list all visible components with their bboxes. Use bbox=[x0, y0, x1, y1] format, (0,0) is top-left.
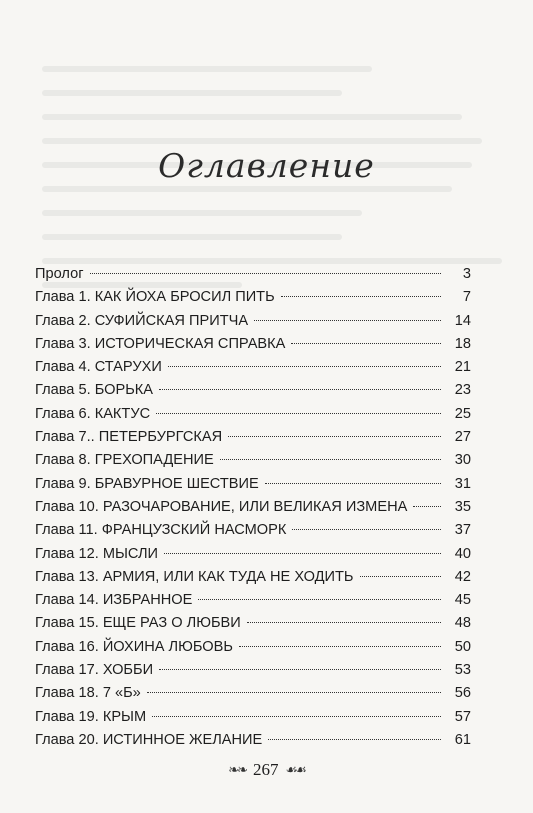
toc-chapter-title: Глава 16. ЙОХИНА ЛЮБОВЬ bbox=[35, 638, 233, 655]
dot-leader bbox=[413, 506, 441, 507]
toc-page-number: 42 bbox=[454, 568, 471, 585]
toc-page-number: 50 bbox=[454, 638, 471, 655]
toc-entry bbox=[35, 379, 471, 402]
toc-page-number: 40 bbox=[454, 545, 471, 562]
toc-page-number: 61 bbox=[454, 731, 471, 748]
toc-chapter-title: Глава 15. ЕЩЕ РАЗ О ЛЮБВИ bbox=[35, 615, 241, 632]
toc-chapter-title: Глава 6. КАКТУС bbox=[35, 405, 151, 422]
toc-entry bbox=[35, 589, 471, 612]
dot-leader bbox=[239, 646, 441, 647]
toc-entry bbox=[35, 729, 471, 752]
page-number: 267 bbox=[252, 760, 279, 779]
toc-page-number: 56 bbox=[454, 685, 471, 702]
toc-page-number: 14 bbox=[454, 312, 471, 329]
toc-chapter-title: Глава 19. КРЫМ bbox=[35, 708, 147, 725]
toc-title: Оглавление bbox=[158, 146, 375, 185]
toc-chapter-title: Глава 1. КАК ЙОХА БРОСИЛ ПИТЬ bbox=[35, 289, 275, 306]
dot-leader bbox=[254, 320, 441, 321]
dot-leader bbox=[152, 716, 441, 717]
toc-entry bbox=[35, 403, 471, 426]
toc-entry bbox=[35, 612, 471, 635]
toc-chapter-title: Глава 17. ХОББИ bbox=[35, 662, 154, 679]
dot-leader bbox=[220, 459, 441, 460]
toc-chapter-title: Глава 10. РАЗОЧАРОВАНИЕ, ИЛИ ВЕЛИКАЯ ИЗМЕНА bbox=[35, 498, 408, 515]
toc-page-number: 53 bbox=[454, 662, 471, 679]
toc-page-number: 48 bbox=[454, 615, 471, 632]
toc-page-number: 3 bbox=[462, 266, 471, 282]
dot-leader bbox=[281, 296, 441, 297]
toc-chapter-title: Глава 5. БОРЬКА bbox=[35, 382, 154, 399]
ornament-right-icon: ☙☙ bbox=[285, 762, 305, 777]
toc-page-number: 21 bbox=[454, 359, 471, 376]
toc-page-number: 30 bbox=[454, 452, 471, 469]
page-footer bbox=[0, 760, 533, 780]
toc-chapter-title: Глава 20. ИСТИННОЕ ЖЕЛАНИЕ bbox=[35, 731, 263, 748]
toc-chapter-title: Глава 13. АРМИЯ, ИЛИ КАК ТУДА НЕ ХОДИТЬ bbox=[35, 568, 354, 585]
toc-entry bbox=[35, 333, 471, 356]
toc-entry bbox=[35, 286, 471, 309]
toc-page-number: 23 bbox=[454, 382, 471, 399]
toc-chapter-title: Глава 14. ИЗБРАННОЕ bbox=[35, 592, 193, 609]
toc-page-number: 27 bbox=[454, 429, 471, 446]
toc-entry bbox=[35, 263, 471, 286]
toc-chapter-title: Глава 3. ИСТОРИЧЕСКАЯ СПРАВКА bbox=[35, 335, 286, 352]
toc-page-number: 31 bbox=[454, 475, 471, 492]
toc-entry bbox=[35, 356, 471, 379]
toc-chapter-title: Глава 8. ГРЕХОПАДЕНИЕ bbox=[35, 452, 214, 469]
dot-leader bbox=[198, 599, 441, 600]
toc-entry bbox=[35, 310, 471, 333]
toc-chapter-title: Глава 18. 7 «Б» bbox=[35, 685, 141, 702]
toc-entry bbox=[35, 659, 471, 682]
dot-leader bbox=[291, 343, 441, 344]
toc-chapter-title: Пролог bbox=[35, 266, 84, 282]
toc-page-number: 45 bbox=[454, 592, 471, 609]
dot-leader bbox=[265, 483, 441, 484]
toc-entry bbox=[35, 519, 471, 542]
toc-page-number: 57 bbox=[454, 708, 471, 725]
toc-page-number: 25 bbox=[454, 405, 471, 422]
toc-chapter-title: Глава 4. СТАРУХИ bbox=[35, 359, 162, 376]
toc-entry bbox=[35, 426, 471, 449]
dot-leader bbox=[159, 389, 441, 390]
dot-leader bbox=[90, 273, 441, 274]
toc-entry bbox=[35, 473, 471, 496]
toc-entry bbox=[35, 682, 471, 705]
toc-page-number: 35 bbox=[454, 498, 471, 515]
dot-leader bbox=[156, 413, 441, 414]
toc-entry bbox=[35, 636, 471, 659]
toc-chapter-title: Глава 12. МЫСЛИ bbox=[35, 545, 159, 562]
dot-leader bbox=[159, 669, 441, 670]
dot-leader bbox=[168, 366, 441, 367]
dot-leader bbox=[268, 739, 441, 740]
toc-entry bbox=[35, 449, 471, 472]
toc-list bbox=[35, 263, 471, 752]
toc-entry bbox=[35, 706, 471, 729]
dot-leader bbox=[228, 436, 441, 437]
toc-chapter-title: Глава 11. ФРАНЦУЗСКИЙ НАСМОРК bbox=[35, 522, 287, 539]
toc-chapter-title: Глава 7.. ПЕТЕРБУРГСКАЯ bbox=[35, 429, 223, 446]
dot-leader bbox=[360, 576, 442, 577]
toc-page-number: 18 bbox=[454, 335, 471, 352]
dot-leader bbox=[292, 529, 441, 530]
toc-page-number: 37 bbox=[454, 522, 471, 539]
toc-page-number: 7 bbox=[462, 289, 471, 306]
toc-chapter-title: Глава 2. СУФИЙСКАЯ ПРИТЧА bbox=[35, 312, 249, 329]
dot-leader bbox=[164, 553, 441, 554]
toc-entry bbox=[35, 496, 471, 519]
toc-entry bbox=[35, 566, 471, 589]
ornament-left-icon: ❧❧ bbox=[228, 762, 246, 777]
dot-leader bbox=[247, 622, 441, 623]
dot-leader bbox=[147, 692, 441, 693]
toc-chapter-title: Глава 9. БРАВУРНОЕ ШЕСТВИЕ bbox=[35, 475, 259, 492]
toc-entry bbox=[35, 543, 471, 566]
